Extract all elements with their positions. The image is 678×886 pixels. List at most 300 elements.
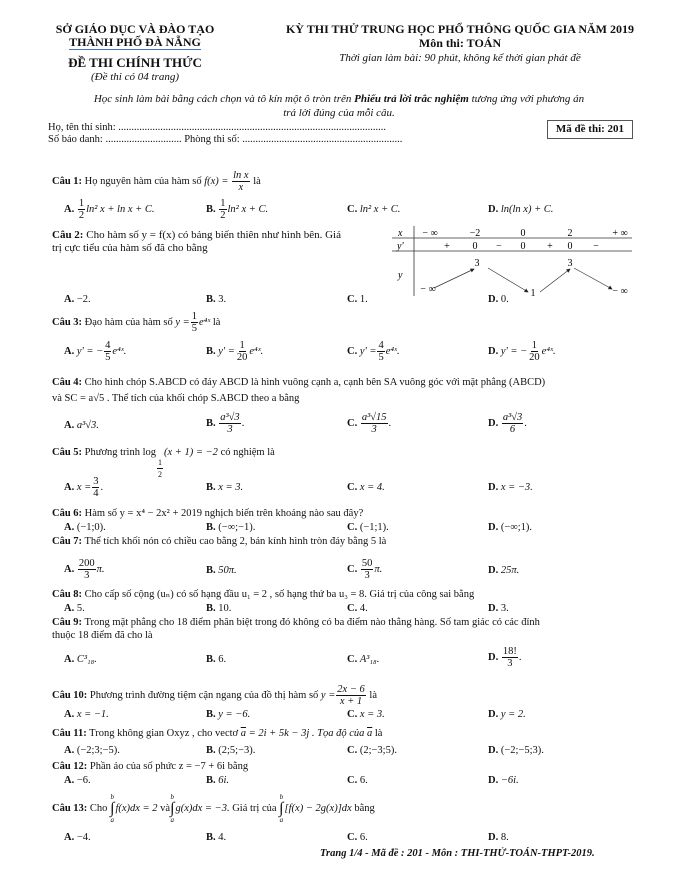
option-key: A. bbox=[64, 745, 75, 756]
numerator: a³√15 bbox=[361, 412, 387, 423]
question-text: Thể tích khối nón có chiều cao bằng 2, bán kính hình tròn đáy bằng 5 là bbox=[84, 536, 387, 547]
integral-sign-1: b ∫ a bbox=[110, 793, 115, 824]
option-3a[interactable] bbox=[64, 340, 126, 363]
fraction bbox=[78, 198, 85, 221]
option-12c[interactable] bbox=[347, 774, 368, 787]
fraction bbox=[219, 412, 240, 435]
question-2-line2: trị cực tiểu của hàm số đã cho bằng bbox=[52, 242, 208, 254]
question-text: Cho hàm số y = f(x) có bảng biến thiên như hình bên. Giá bbox=[86, 229, 341, 241]
y-value: − ∞ bbox=[612, 286, 628, 297]
option-4c[interactable]: C. $\frac{\text{a³√15}}{3}$ . bbox=[347, 412, 392, 435]
option-13d[interactable] bbox=[488, 831, 509, 844]
option-key: B. bbox=[206, 832, 216, 843]
option-9c[interactable] bbox=[347, 653, 379, 666]
numerator: 18! bbox=[502, 646, 517, 657]
fraction bbox=[232, 170, 249, 193]
option-key: A. bbox=[64, 563, 75, 575]
option-11c[interactable] bbox=[347, 744, 397, 757]
option-5b[interactable] bbox=[206, 481, 243, 494]
city-name-text: THÀNH PHỐ ĐÀ NẴNG bbox=[69, 35, 201, 49]
option-value: 6i. bbox=[218, 775, 230, 786]
option-value: π. bbox=[96, 563, 105, 575]
option-value: ln² x + C. bbox=[227, 203, 269, 215]
question-text: Phương trình bbox=[84, 447, 140, 458]
denominator: x + 1 bbox=[339, 696, 363, 707]
option-key: D. bbox=[488, 775, 499, 786]
option-value: (−1;0). bbox=[76, 522, 106, 533]
question-text: Phương trình đường tiệm cận ngang của đồ thị hàm số bbox=[89, 689, 319, 701]
option-key: C. bbox=[347, 417, 358, 429]
option-value: 25π. bbox=[500, 565, 520, 576]
option-key: A. bbox=[64, 294, 75, 305]
option-key: D. bbox=[488, 603, 499, 614]
question-label: Câu 5: bbox=[52, 447, 83, 458]
option-value: 1. bbox=[359, 294, 368, 305]
fraction bbox=[219, 198, 226, 221]
exam-code-box: Mã đề thi: 201 bbox=[547, 120, 633, 139]
y-value: − ∞ bbox=[420, 284, 436, 295]
option-value: −2. bbox=[76, 294, 91, 305]
fraction bbox=[92, 476, 99, 499]
option-11a[interactable] bbox=[64, 744, 120, 757]
option-2d[interactable] bbox=[488, 293, 509, 306]
question-expr: log bbox=[142, 447, 157, 458]
option-value: (−∞;−1). bbox=[218, 522, 256, 533]
option-value: (2;5;−3). bbox=[218, 745, 256, 756]
instructions-line1 bbox=[0, 93, 678, 105]
option-prefix: y' = bbox=[359, 345, 377, 357]
option-value: 3. bbox=[218, 294, 227, 305]
option-key: A. bbox=[64, 203, 75, 215]
numerator: 1 bbox=[191, 311, 197, 322]
option-key: D. bbox=[488, 745, 499, 756]
question-9 bbox=[52, 616, 540, 629]
y-prime-value: 0 bbox=[472, 241, 478, 252]
option-value: (−2;3;−5). bbox=[76, 745, 120, 756]
fraction bbox=[361, 412, 388, 435]
denominator: 2 bbox=[158, 470, 163, 479]
question-expr-2: e⁴ˣ bbox=[198, 316, 211, 328]
option-key: C. bbox=[347, 345, 358, 357]
question-tail: là bbox=[212, 316, 221, 328]
question-label: Câu 9: bbox=[52, 617, 83, 628]
option-value: A³₁₈. bbox=[359, 654, 380, 665]
option-1d[interactable] bbox=[488, 203, 553, 216]
option-10d[interactable] bbox=[488, 708, 526, 721]
option-key: A. bbox=[64, 832, 75, 843]
denominator: 20 bbox=[529, 352, 540, 363]
option-key: D. bbox=[488, 294, 499, 305]
denominator: 3 bbox=[227, 424, 233, 435]
question-text: Phần ảo của số phức z = −7 + 6i bằng bbox=[89, 761, 249, 772]
question-7 bbox=[52, 535, 386, 548]
option-1a[interactable] bbox=[64, 198, 154, 221]
fraction bbox=[528, 340, 541, 363]
option-key: B. bbox=[206, 709, 216, 720]
x-value: − ∞ bbox=[422, 228, 438, 239]
instructions-line2: trả lời đúng của mỗi câu. bbox=[283, 107, 395, 119]
option-value: x = 3. bbox=[218, 482, 244, 493]
option-9d[interactable]: D. $\frac{18!}{3}$ . bbox=[488, 646, 522, 669]
option-key: A. bbox=[64, 603, 75, 614]
question-text: Đạo hàm của hàm số bbox=[84, 316, 173, 328]
option-12d[interactable] bbox=[488, 774, 519, 787]
variation-table bbox=[392, 226, 632, 298]
integral-lower: a bbox=[110, 816, 114, 824]
question-tail: là bbox=[374, 728, 383, 739]
arrow-up-1 bbox=[434, 269, 474, 288]
question-10 bbox=[52, 684, 377, 707]
question-text: Hàm số y = x⁴ − 2x² + 2019 nghịch biến trên khoảng nào sau đây? bbox=[84, 508, 364, 519]
option-13c[interactable] bbox=[347, 831, 368, 844]
option-value: 6. bbox=[218, 654, 227, 665]
city-name bbox=[40, 36, 230, 49]
denominator: x bbox=[238, 182, 244, 193]
option-6d[interactable] bbox=[488, 521, 532, 534]
numerator: a³√3 bbox=[502, 412, 523, 423]
option-value: 4. bbox=[359, 603, 368, 614]
integral-expr-1: f(x)dx = 2 bbox=[115, 802, 158, 814]
option-value: 50π. bbox=[218, 565, 237, 576]
fraction bbox=[336, 684, 366, 707]
numerator: a³√3 bbox=[220, 412, 240, 423]
question-expr: = 2i + 5k − 3j . Tọa độ của bbox=[248, 728, 365, 739]
option-key: C. bbox=[347, 482, 358, 493]
option-value: y = 2. bbox=[500, 709, 526, 720]
option-8a[interactable] bbox=[64, 602, 85, 615]
option-key: D. bbox=[488, 651, 499, 663]
page-footer: Trang 1/4 - Mã đề : 201 - Môn : THI-THỬ-TOÁN-THPT-2019. bbox=[320, 848, 595, 859]
exam-title: KỲ THI THỬ TRUNG HỌC PHỔ THÔNG QUỐC GIA NĂM 2019 bbox=[285, 22, 635, 36]
option-key: C. bbox=[347, 603, 358, 614]
question-1 bbox=[52, 170, 261, 193]
option-3b[interactable] bbox=[206, 340, 263, 363]
numerator: 1 bbox=[220, 198, 226, 209]
question-connector-2: Giá trị của bbox=[232, 802, 277, 814]
option-value: (−2;−5;3). bbox=[500, 745, 544, 756]
option-7a[interactable] bbox=[64, 558, 104, 581]
option-key: D. bbox=[488, 204, 499, 215]
integral-sign-2: b ∫ a bbox=[170, 793, 175, 824]
row-label-yp: y' bbox=[397, 241, 404, 252]
option-value: e⁴ˣ. bbox=[385, 345, 400, 357]
option-value: −6i. bbox=[500, 775, 519, 786]
question-label: Câu 13: bbox=[52, 802, 88, 814]
option-9b[interactable] bbox=[206, 653, 226, 666]
numerator: 200 bbox=[78, 558, 95, 569]
option-4a[interactable] bbox=[64, 419, 99, 432]
x-value: 0 bbox=[520, 228, 526, 239]
option-key: D. bbox=[488, 522, 499, 533]
y-value: 1 bbox=[530, 288, 536, 298]
option-key: B. bbox=[206, 417, 216, 429]
option-5d[interactable] bbox=[488, 481, 533, 494]
instructions-text: Học sinh làm bài bằng cách chọn và tô kín một ô tròn trên bbox=[93, 93, 355, 105]
option-1b[interactable] bbox=[206, 198, 268, 221]
option-5c[interactable] bbox=[347, 481, 385, 494]
option-prefix: y' = bbox=[218, 345, 235, 357]
option-2b[interactable] bbox=[206, 293, 226, 306]
option-12b[interactable] bbox=[206, 774, 229, 787]
option-key: C. bbox=[347, 654, 358, 665]
option-value: −6. bbox=[76, 775, 91, 786]
option-6b[interactable] bbox=[206, 521, 255, 534]
option-prefix: x = bbox=[76, 481, 92, 493]
option-7d[interactable] bbox=[488, 564, 519, 577]
question-text: Trong mặt phẳng cho 18 điểm phân biệt trong đó không có ba điểm nào thẳng hàng. Số tam giác có các đỉnh bbox=[84, 617, 540, 628]
option-key: B. bbox=[206, 294, 216, 305]
option-5a[interactable]: A. x = $\frac{3}{4}$ . bbox=[64, 476, 104, 499]
option-13a[interactable] bbox=[64, 831, 91, 844]
option-value: ln(ln x) + C. bbox=[500, 204, 554, 215]
fraction bbox=[502, 412, 523, 435]
option-3d[interactable] bbox=[488, 340, 556, 363]
numerator: 1 bbox=[239, 340, 245, 351]
denominator: 5 bbox=[105, 352, 111, 363]
denominator: 20 bbox=[236, 352, 248, 363]
option-key: D. bbox=[488, 417, 499, 429]
option-value: 5. bbox=[76, 603, 85, 614]
option-value: x = −1. bbox=[76, 709, 109, 720]
option-value: π. bbox=[374, 563, 383, 575]
question-connector: và bbox=[160, 802, 171, 814]
option-key: B. bbox=[206, 565, 216, 576]
y-prime-value: 0 bbox=[567, 241, 573, 252]
fraction bbox=[104, 340, 111, 363]
question-text: Họ nguyên hàm của hàm số bbox=[84, 175, 202, 187]
fraction bbox=[502, 646, 518, 669]
question-label: Câu 1: bbox=[52, 175, 83, 187]
option-key: C. bbox=[347, 204, 358, 215]
denominator: 2 bbox=[78, 210, 85, 221]
option-key: C. bbox=[347, 522, 358, 533]
row-label-y: y bbox=[398, 270, 403, 281]
option-2c[interactable] bbox=[347, 293, 368, 306]
option-key: B. bbox=[206, 745, 216, 756]
option-11d[interactable] bbox=[488, 744, 544, 757]
option-7c[interactable] bbox=[347, 558, 382, 581]
option-value: a³√3. bbox=[76, 420, 99, 431]
question-expr: f(x) = bbox=[204, 175, 229, 187]
department-name: SỞ GIÁO DỤC VÀ ĐÀO TẠO bbox=[55, 22, 215, 36]
pages-note: (Đề thi có 04 trang) bbox=[91, 71, 179, 83]
x-value: + ∞ bbox=[612, 228, 628, 239]
option-value: 0. bbox=[500, 294, 509, 305]
question-text: Cho hình chóp S.ABCD có đáy ABCD là hình vuông cạnh a, cạnh bên SA vuông góc với mặt phẳng (ABCD) bbox=[84, 377, 546, 388]
option-10a[interactable] bbox=[64, 708, 109, 721]
option-value: 6. bbox=[359, 832, 368, 843]
numerator: ln x bbox=[233, 170, 249, 181]
option-prefix: y' = − bbox=[500, 345, 528, 357]
question-12 bbox=[52, 760, 248, 773]
y-prime-value: + bbox=[444, 241, 450, 252]
option-6c[interactable] bbox=[347, 521, 389, 534]
option-value: 4. bbox=[218, 832, 227, 843]
question-tail: là bbox=[253, 175, 261, 187]
question-tail: là bbox=[369, 689, 377, 701]
fraction bbox=[78, 558, 96, 581]
option-1c[interactable] bbox=[347, 203, 400, 216]
option-key: B. bbox=[206, 345, 216, 357]
numerator: 1 bbox=[531, 340, 538, 351]
option-13b[interactable] bbox=[206, 831, 226, 844]
option-key: A. bbox=[64, 522, 75, 533]
option-key: C. bbox=[347, 294, 358, 305]
option-value: −4. bbox=[76, 832, 91, 843]
y-prime-value: − bbox=[593, 241, 599, 252]
option-10b[interactable] bbox=[206, 708, 250, 721]
option-11b[interactable] bbox=[206, 744, 255, 757]
numerator: 50 bbox=[361, 558, 373, 569]
option-3c[interactable] bbox=[347, 340, 400, 363]
question-6 bbox=[52, 507, 363, 520]
instructions-text-2: tương ứng với phương án bbox=[468, 93, 585, 105]
option-key: C. bbox=[347, 563, 358, 575]
integral-expr-3: [f(x) − 2g(x)]dx bbox=[284, 802, 352, 814]
question-label: Câu 6: bbox=[52, 508, 83, 519]
integral-upper: b bbox=[279, 793, 284, 801]
duration: Thời gian làm bài: 90 phút, không kể thời gian phát đề bbox=[339, 52, 581, 64]
option-value: x = 4. bbox=[359, 482, 385, 493]
option-key: B. bbox=[206, 203, 216, 215]
integral-upper: b bbox=[170, 793, 175, 801]
y-prime-value: + bbox=[547, 241, 553, 252]
option-8c[interactable] bbox=[347, 602, 368, 615]
option-key: D. bbox=[488, 709, 499, 720]
option-key: A. bbox=[64, 775, 75, 786]
option-key: D. bbox=[488, 345, 499, 357]
option-key: B. bbox=[206, 775, 216, 786]
option-value: e⁴ˣ. bbox=[541, 345, 556, 357]
option-key: B. bbox=[206, 654, 216, 665]
question-4 bbox=[52, 376, 545, 389]
arrow-down-1 bbox=[488, 268, 528, 292]
numerator: 1 bbox=[78, 198, 85, 209]
question-8 bbox=[52, 588, 474, 601]
option-key: A. bbox=[64, 345, 75, 357]
option-prefix: y' = − bbox=[76, 345, 104, 357]
option-value: x = 3. bbox=[359, 709, 385, 720]
option-value: 3. bbox=[500, 603, 509, 614]
option-7b[interactable] bbox=[206, 564, 237, 577]
numerator: 1 bbox=[158, 458, 163, 467]
option-key: B. bbox=[206, 482, 216, 493]
question-11 bbox=[52, 727, 382, 740]
question-expr: y = bbox=[175, 316, 190, 328]
question-13 bbox=[52, 793, 375, 824]
option-12a[interactable] bbox=[64, 774, 91, 787]
denominator: 6 bbox=[509, 424, 516, 435]
option-value: 8. bbox=[500, 832, 509, 843]
option-key: A. bbox=[64, 481, 75, 493]
question-4-line2: và SC = a√5 . Thể tích của khối chóp S.ABCD theo a bằng bbox=[52, 393, 300, 404]
question-label: Câu 2: bbox=[52, 229, 84, 241]
numerator: 4 bbox=[105, 340, 111, 351]
option-8d[interactable] bbox=[488, 602, 509, 615]
denominator: 3 bbox=[507, 658, 513, 669]
x-value: 2 bbox=[567, 228, 573, 239]
candidate-id-field[interactable]: Số báo danh: ............................. Phòng thi số: ............................................................. bbox=[48, 134, 403, 145]
option-value: C³₁₈. bbox=[76, 654, 97, 665]
option-8b[interactable] bbox=[206, 602, 231, 615]
option-key: D. bbox=[488, 832, 499, 843]
fraction bbox=[361, 558, 374, 581]
option-key: D. bbox=[488, 565, 499, 576]
question-label: Câu 4: bbox=[52, 377, 83, 388]
candidate-name-field[interactable]: Họ, tên thí sinh: ...................................................................................................... bbox=[48, 122, 387, 133]
option-value: (−1;1). bbox=[359, 522, 389, 533]
y-value: 3 bbox=[567, 258, 573, 269]
option-value: ln² x + C. bbox=[359, 204, 401, 215]
option-value: ln² x + ln x + C. bbox=[86, 203, 155, 215]
question-expr: y = bbox=[320, 689, 336, 701]
option-key: B. bbox=[206, 603, 216, 614]
option-value: y = −6. bbox=[218, 709, 251, 720]
subject: Môn thi: TOÁN bbox=[418, 36, 502, 50]
question-label: Câu 3: bbox=[52, 316, 83, 328]
official-label: ĐỀ THI CHÍNH THỨC bbox=[68, 55, 202, 70]
fraction bbox=[377, 340, 384, 363]
question-label: Câu 10: bbox=[52, 689, 88, 701]
option-value: (−∞;1). bbox=[500, 522, 533, 533]
log-base-fraction bbox=[157, 457, 163, 480]
arrow-down-2 bbox=[574, 268, 612, 289]
option-key: C. bbox=[347, 745, 358, 756]
denominator: 3 bbox=[84, 570, 90, 581]
y-value: 3 bbox=[474, 258, 480, 269]
option-9a[interactable] bbox=[64, 653, 97, 666]
question-label: Câu 11: bbox=[52, 728, 87, 739]
option-6a[interactable] bbox=[64, 521, 106, 534]
y-prime-value: − bbox=[496, 241, 502, 252]
option-key: D. bbox=[488, 482, 499, 493]
instructions-bold: Phiếu trả lời trắc nghiệm bbox=[354, 93, 469, 105]
option-key: C. bbox=[347, 775, 358, 786]
numerator: 3 bbox=[93, 476, 99, 487]
integral-expr-2: g(x)dx = −3. bbox=[175, 802, 230, 814]
option-4b[interactable]: B. $\frac{\text{a³√3}}{3}$ . bbox=[206, 412, 245, 435]
option-10c[interactable] bbox=[347, 708, 385, 721]
numerator: 2x − 6 bbox=[337, 684, 365, 695]
question-label: Câu 8: bbox=[52, 589, 83, 600]
option-2a[interactable] bbox=[64, 293, 91, 306]
x-value: −2 bbox=[469, 228, 481, 239]
option-key: C. bbox=[347, 709, 358, 720]
question-2 bbox=[52, 229, 341, 242]
integral-lower: a bbox=[279, 816, 284, 824]
vector-a: $\overline{a}$ bbox=[240, 728, 246, 739]
question-expr-2: (x + 1) = −2 bbox=[164, 447, 218, 458]
option-value: x = −3. bbox=[500, 482, 533, 493]
integral-sign-3: b ∫ a bbox=[279, 793, 284, 824]
option-key: A. bbox=[64, 709, 75, 720]
vector-a-2: $\overline{a}$ bbox=[367, 728, 373, 739]
option-4d[interactable]: D. $\frac{\text{a³√3}}{6}$ . bbox=[488, 412, 527, 435]
question-9-line2: thuộc 18 điểm đã cho là bbox=[52, 630, 153, 641]
option-key: B. bbox=[206, 522, 216, 533]
question-text: Cho cấp số cộng (uₙ) có số hạng đầu u₁ = 2 , số hạng thứ ba u₃ = 8. Giá trị của công sai bằng bbox=[84, 589, 475, 600]
fraction bbox=[236, 340, 249, 363]
question-text: Trong không gian Oxyz , cho vectơ bbox=[89, 728, 239, 739]
arrow-up-2 bbox=[540, 269, 570, 292]
option-key: A. bbox=[64, 420, 75, 431]
question-3 bbox=[52, 311, 220, 334]
question-tail: có nghiệm là bbox=[220, 447, 275, 458]
denominator: 3 bbox=[364, 570, 370, 581]
denominator: 2 bbox=[220, 210, 226, 221]
question-tail: bằng bbox=[354, 802, 375, 814]
numerator: 4 bbox=[378, 340, 384, 351]
